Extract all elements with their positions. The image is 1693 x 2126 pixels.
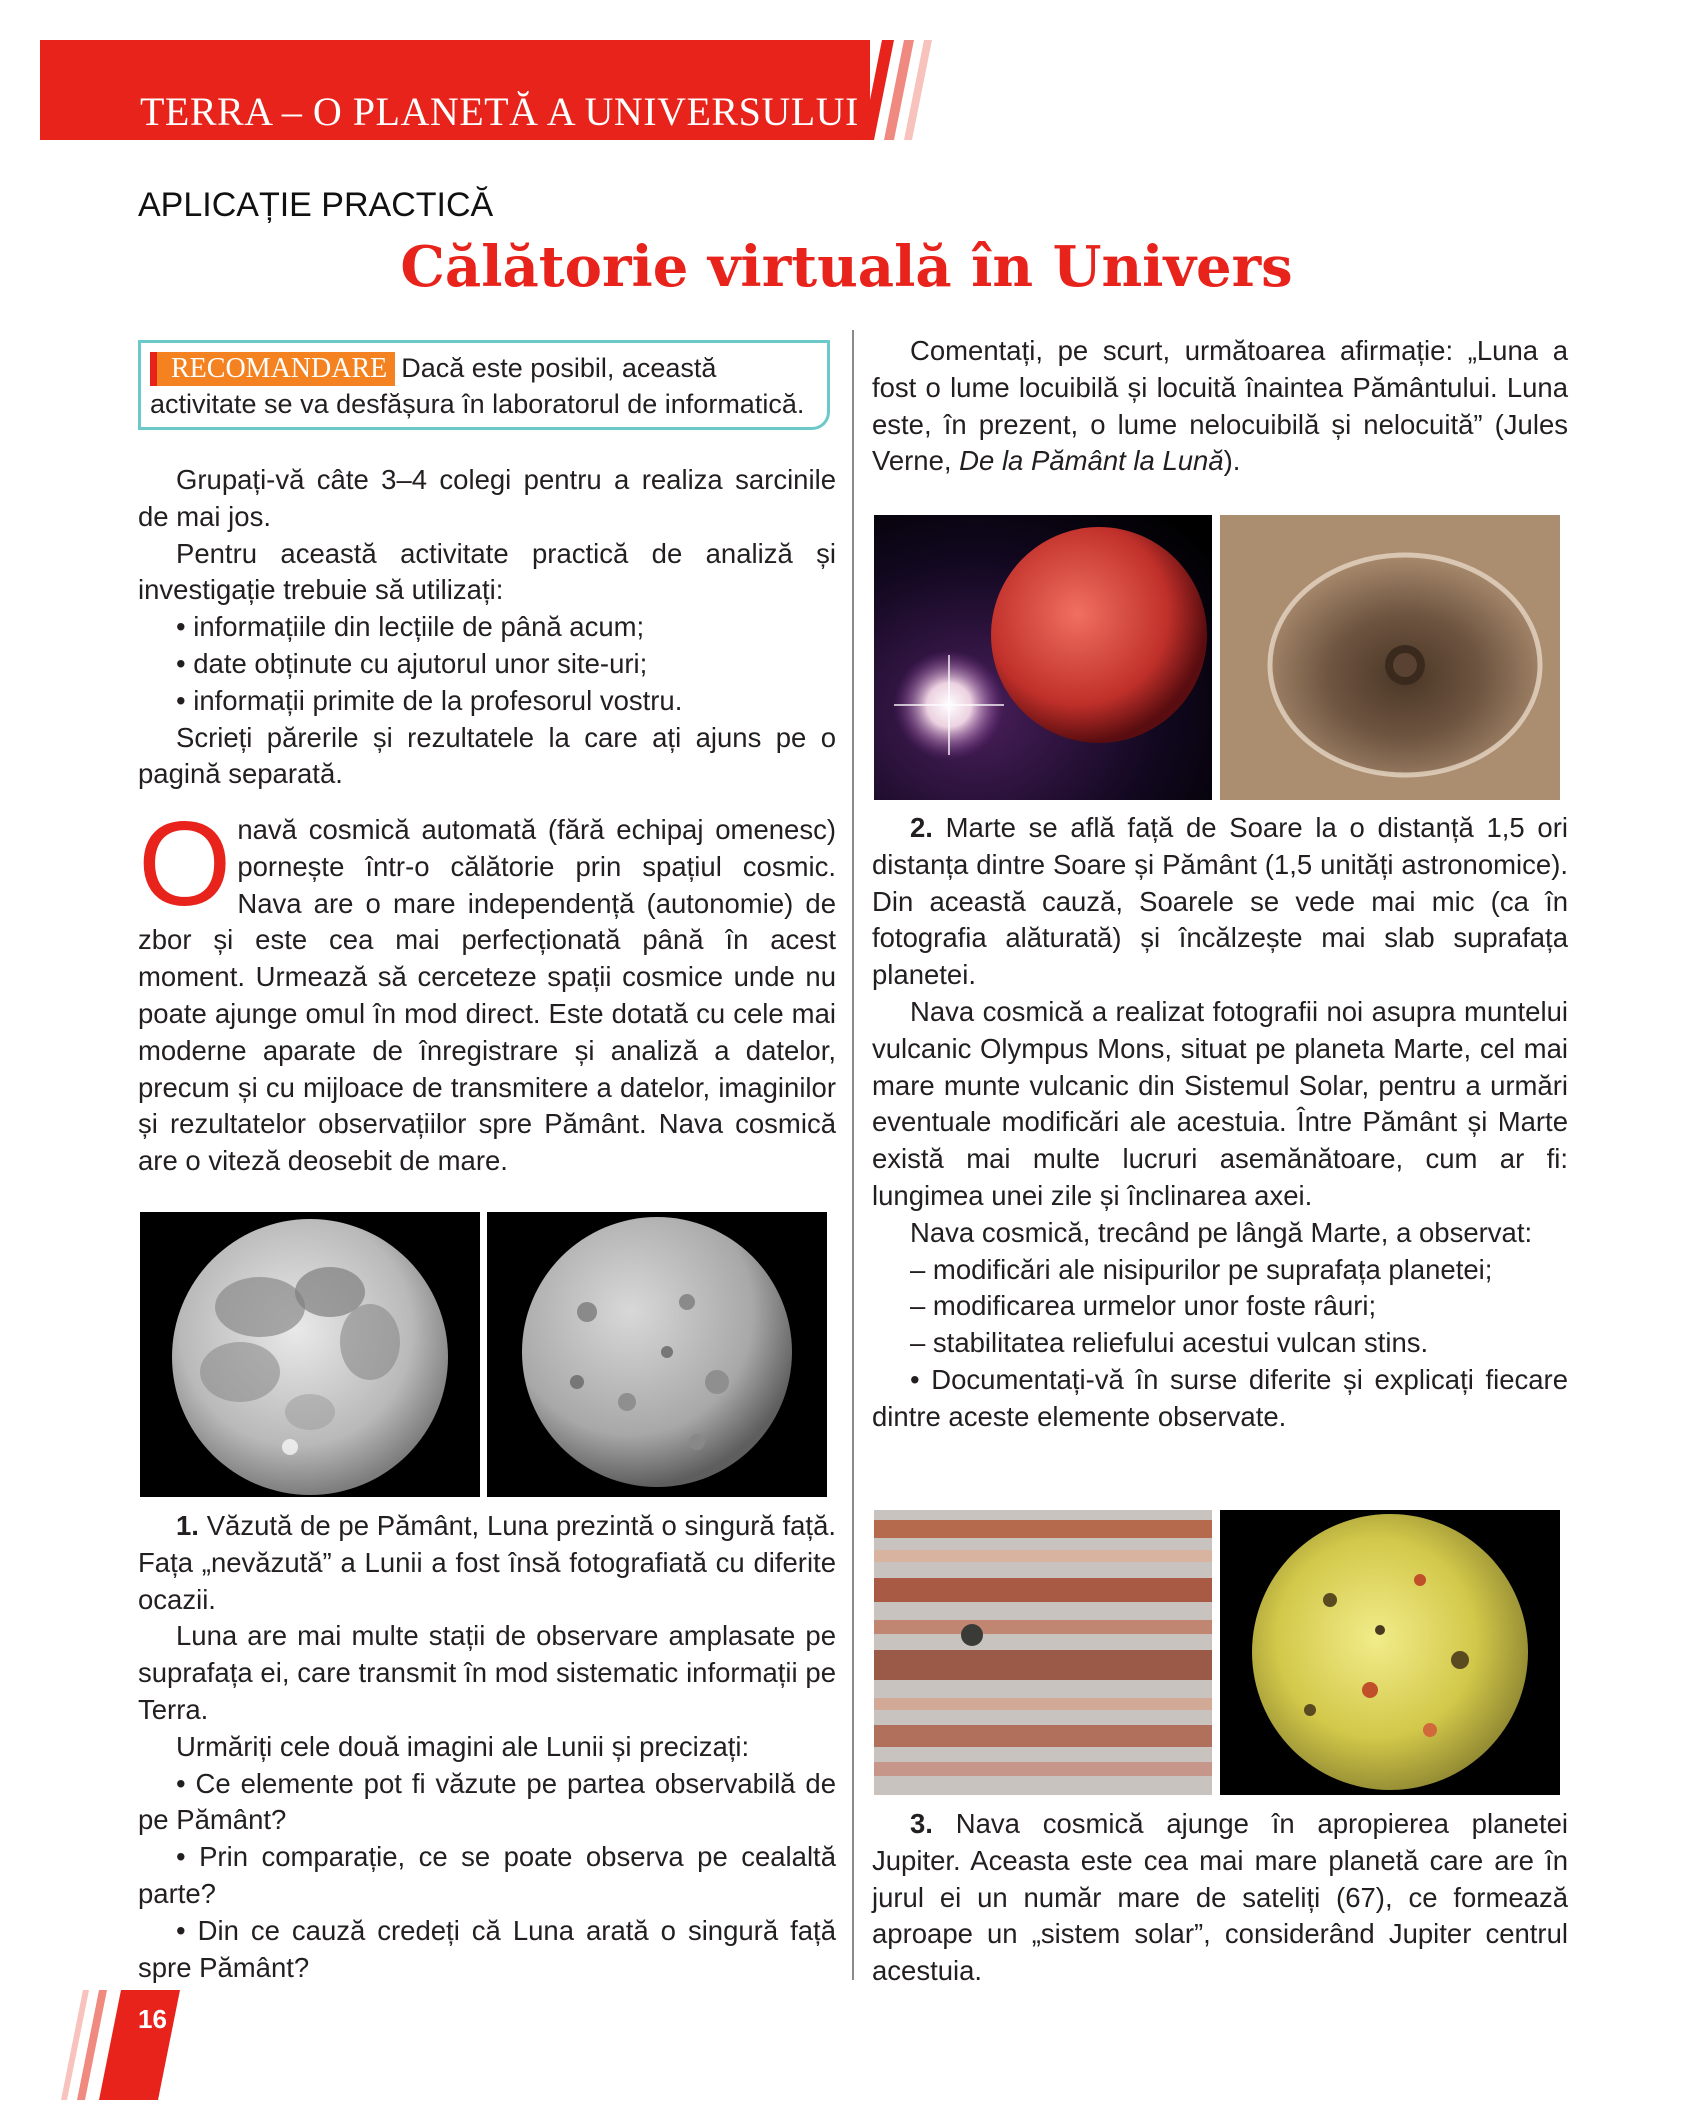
mars-paragraph-2: Nava cosmică a realizat fotografii noi asupra muntelui vulcanic Olympus Mons, situat pe planeta Marte, cel mai mare munte vulcanic din Sistemul Solar, pentru a urmări eventuale modificări ale acestuia. Între Pământ și Marte există mai multe lucruri asemănătoare, cum ar fi: lungimea unei zile și înclinarea axei. xyxy=(872,995,1568,1211)
moon-question-3: • Din ce cauză credeți că Luna arată o singură față spre Pământ? xyxy=(138,1914,836,1983)
intro-bullet-3: • informații primite de la profesorul vostru. xyxy=(176,684,683,716)
mars-list-item-1: – modificări ale nisipurilor pe suprafața planetei; xyxy=(910,1253,1493,1285)
drop-cap: O xyxy=(138,797,232,931)
header-stripes xyxy=(860,40,950,140)
caption-1 xyxy=(138,1508,836,1618)
quote-end: ). xyxy=(1223,445,1241,477)
moon-far-side-image xyxy=(487,1212,827,1497)
caption-2-number: 2. xyxy=(910,812,933,843)
caption-1-number: 1. xyxy=(176,1510,199,1541)
quote-book-title: De la Pământ la Lună xyxy=(959,445,1224,477)
intro-paragraph-2: Pentru această activitate practică de analiză și investigație trebuie să utilizați: xyxy=(138,537,836,606)
story-block xyxy=(138,797,836,1180)
chapter-title: TERRA – O PLANETĂ A UNIVERSULUI xyxy=(140,89,859,134)
caption-1-text: Văzută de pe Pământ, Luna prezintă o singură față. Fața „nevăzută” a Lunii a fost însă fotografiată cu diferite ocazii. xyxy=(138,1510,836,1615)
page-number: 16 xyxy=(138,2004,167,2034)
jupiter-text-block xyxy=(872,1806,1568,1990)
story-text: navă cosmică automată (fără echipaj omenesc) pornește într-o călătorie prin spațiul cosmic. Nava are o mare independență (autonomie) de zbor și este cea mai perfecționată până în acest moment. Urmează să cerceteze spații cosmice unde nu poate ajunge omul în mod direct. Este dotată cu cele mai moderne aparate de înregistrare și analiză a datelor, precum și cu mijloace de transmitere a datelor, imaginilor și rezultatelor observațiilor spre Pământ. Nava cosmică are o viteză deosebit de mare. xyxy=(138,814,836,1177)
intro-paragraph-3: Scrieți părerile și rezultatele la care ați ajuns pe o pagină separată. xyxy=(138,721,836,790)
moon-question-1: • Ce elemente pot fi văzute pe partea observabilă de pe Pământ? xyxy=(138,1767,836,1836)
caption-2 xyxy=(872,810,1568,994)
io-image xyxy=(1220,1510,1560,1795)
recommendation-tag: RECOMANDARE xyxy=(150,352,395,386)
page-title: Călătorie virtuală în Univers xyxy=(400,234,1293,300)
moon-paragraph-3: Urmăriți cele două imagini ale Lunii și precizați: xyxy=(176,1730,750,1762)
intro-bullet-2: • date obținute cu ajutorul unor site-uri; xyxy=(176,647,648,679)
mars-list-item-3: – stabilitatea reliefului acestui vulcan stins. xyxy=(910,1327,1429,1359)
recommendation-text-block xyxy=(150,350,820,422)
jupiter-image xyxy=(874,1510,1212,1795)
recommendation-text: Dacă este posibil, această activitate se va desfășura în laboratorul de informatică. xyxy=(150,353,805,419)
mars-task: • Documentați-vă în surse diferite și explicați fiecare dintre aceste elemente observate. xyxy=(872,1363,1568,1432)
caption-3-number: 3. xyxy=(910,1808,933,1839)
moon-near-side-image xyxy=(140,1212,480,1497)
quote-block xyxy=(872,333,1568,480)
moon-text-block xyxy=(138,1508,836,1986)
mars-text-block xyxy=(872,810,1568,1436)
caption-3 xyxy=(872,1806,1568,1990)
quote-text: Comentați, pe scurt, următoarea afirmație: „Luna a fost o lume locuibilă și locuită înaintea Pământului. Luna este, în prezent, o lume nelocuibilă și nelocuită” (Jules Verne, xyxy=(872,335,1568,477)
caption-2-text: Marte se află față de Soare la o distanță 1,5 ori distanța dintre Soare și Pământ (1,5 unități astronomice). Din această cauză, Soarele se vede mai mic (ca în fotografia alăturată) și încălzește mai slab suprafața planetei. xyxy=(872,812,1568,991)
mars-list-item-2: – modificarea urmelor unor foste râuri; xyxy=(910,1290,1377,1322)
intro-paragraph-1: Grupați-vă câte 3–4 colegi pentru a realiza sarcinile de mai jos. xyxy=(138,464,836,532)
intro-block xyxy=(138,462,836,793)
mars-sun-image xyxy=(874,515,1212,800)
jules-verne-quote xyxy=(872,333,1568,480)
column-divider xyxy=(852,330,854,1980)
mars-paragraph-3: Nava cosmică, trecând pe lângă Marte, a observat: xyxy=(910,1216,1533,1248)
moon-paragraph-2: Luna are mai multe stații de observare amplasate pe suprafața ei, care transmit în mod sistematic informații pe Terra. xyxy=(138,1620,836,1725)
intro-bullet-1: • informațiile din lecțiile de până acum; xyxy=(176,611,645,643)
moon-question-2: • Prin comparație, ce se poate observa pe cealaltă parte? xyxy=(138,1841,836,1909)
section-label: APLICAȚIE PRACTICĂ xyxy=(138,186,494,224)
olympus-mons-image xyxy=(1220,515,1560,800)
caption-3-text: Nava cosmică ajunge în apropierea planetei Jupiter. Aceasta este cea mai mare planetă care are în jurul ei un număr mare de sateliți (67), ce formează aproape un „sistem solar”, considerând Jupiter centrul acestuia. xyxy=(872,1808,1568,1987)
